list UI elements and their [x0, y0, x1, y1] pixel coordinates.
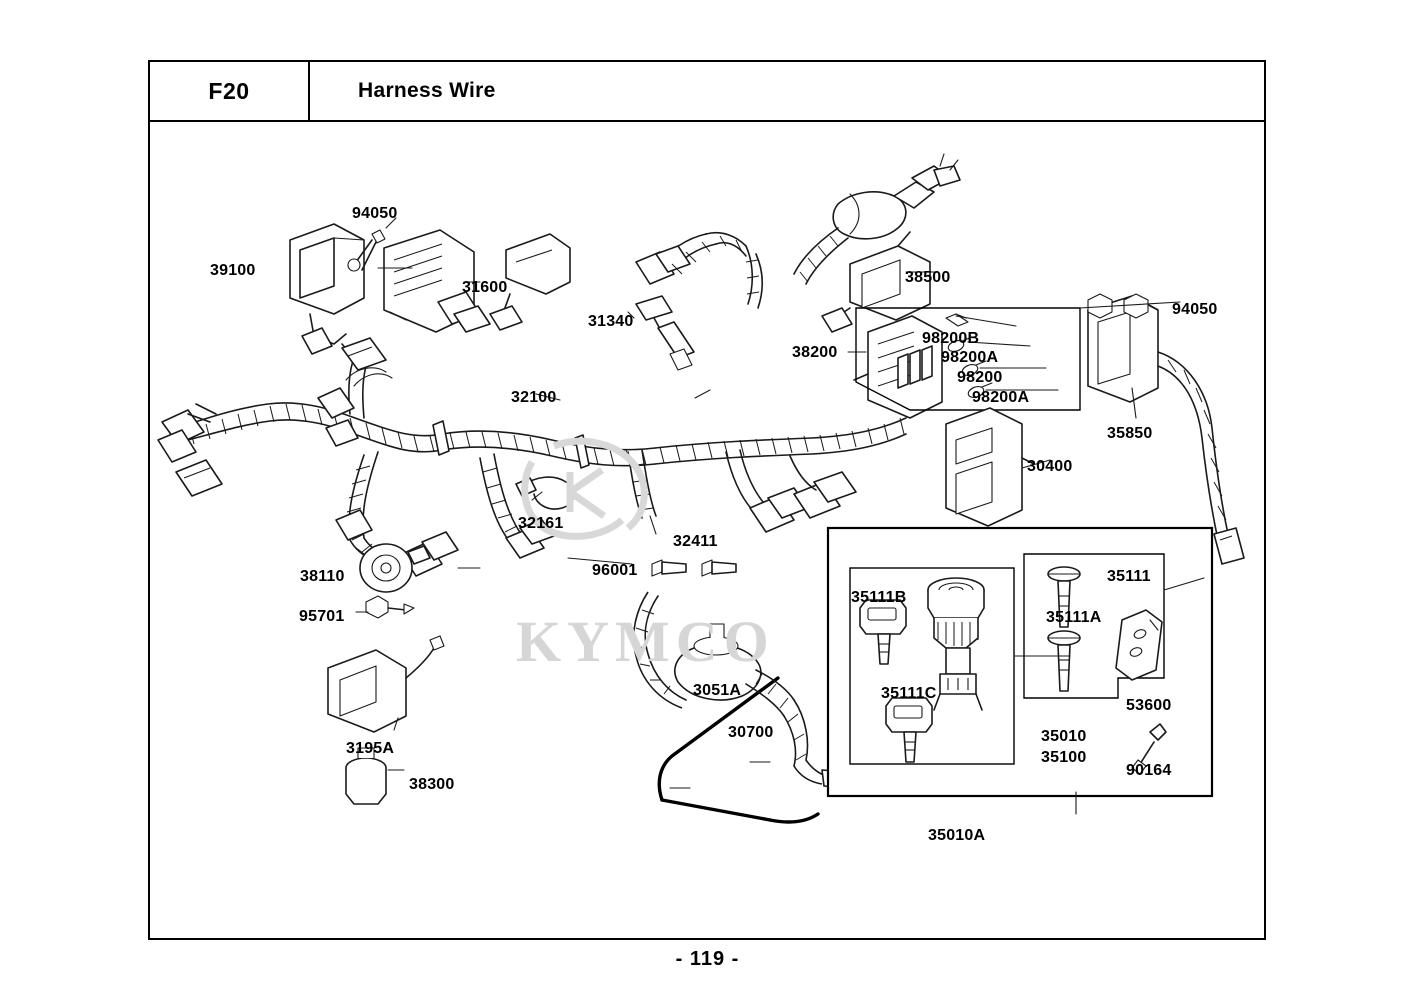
- callout-35111A: 35111A: [1046, 609, 1102, 626]
- page-number: - 119 -: [675, 948, 740, 970]
- callout-32411: 32411: [673, 533, 718, 550]
- callout-98200A-1: 98200A: [941, 349, 999, 366]
- callout-3051A: 3051A: [693, 682, 742, 699]
- callout-53600: 53600: [1126, 697, 1172, 714]
- callout-95701: 95701: [299, 608, 345, 625]
- callout-98200A-2: 98200A: [972, 389, 1030, 406]
- callout-30400: 30400: [1027, 458, 1073, 475]
- callout-38300: 38300: [409, 776, 455, 793]
- callout-98200B: 98200B: [922, 330, 980, 347]
- section-title-bar: [310, 60, 1266, 122]
- part-30400: [946, 408, 1034, 526]
- upper-harness-branch: [636, 233, 762, 308]
- callout-94050-right: 94050: [1172, 301, 1218, 318]
- section-code-cell: [148, 60, 310, 122]
- callout-35010: 35010: [1041, 728, 1087, 745]
- main-harness-bundle: [158, 338, 906, 576]
- callout-32100: 32100: [511, 389, 557, 406]
- callout-35111B: 35111B: [851, 589, 907, 606]
- part-96001: [652, 560, 736, 576]
- callout-32161: 32161: [518, 515, 564, 532]
- callout-39100: 39100: [210, 262, 256, 279]
- callout-90164: 90164: [1126, 762, 1172, 779]
- part-53600: [1116, 610, 1162, 680]
- callout-96001: 96001: [592, 562, 638, 579]
- kymco-text-watermark: KYMCO: [516, 609, 775, 674]
- callout-35111C: 35111C: [881, 685, 937, 702]
- callout-94050-top: 94050: [352, 205, 398, 222]
- callout-31340: 31340: [588, 313, 634, 330]
- callout-35111: 35111: [1107, 568, 1151, 585]
- callout-31600: 31600: [462, 279, 508, 296]
- callout-35010A: 35010A: [928, 827, 986, 844]
- section-code: F20: [208, 77, 250, 104]
- callout-3195A: 3195A: [346, 740, 395, 757]
- callout-38500: 38500: [905, 269, 951, 286]
- callout-35100: 35100: [1041, 749, 1087, 766]
- part-95701: [366, 596, 414, 618]
- callout-35850: 35850: [1107, 425, 1153, 442]
- harness-wire-diagram: [150, 122, 1264, 938]
- callout-38200: 38200: [792, 344, 838, 361]
- callout-30700: 30700: [728, 724, 774, 741]
- callout-38110: 38110: [300, 568, 345, 585]
- part-31340: [636, 296, 694, 370]
- cable-tie-32161: [516, 477, 574, 509]
- part-3195A: [328, 636, 444, 732]
- part-39100: [290, 224, 364, 354]
- page-title: Harness Wire: [358, 79, 496, 102]
- callout-98200: 98200: [957, 369, 1003, 386]
